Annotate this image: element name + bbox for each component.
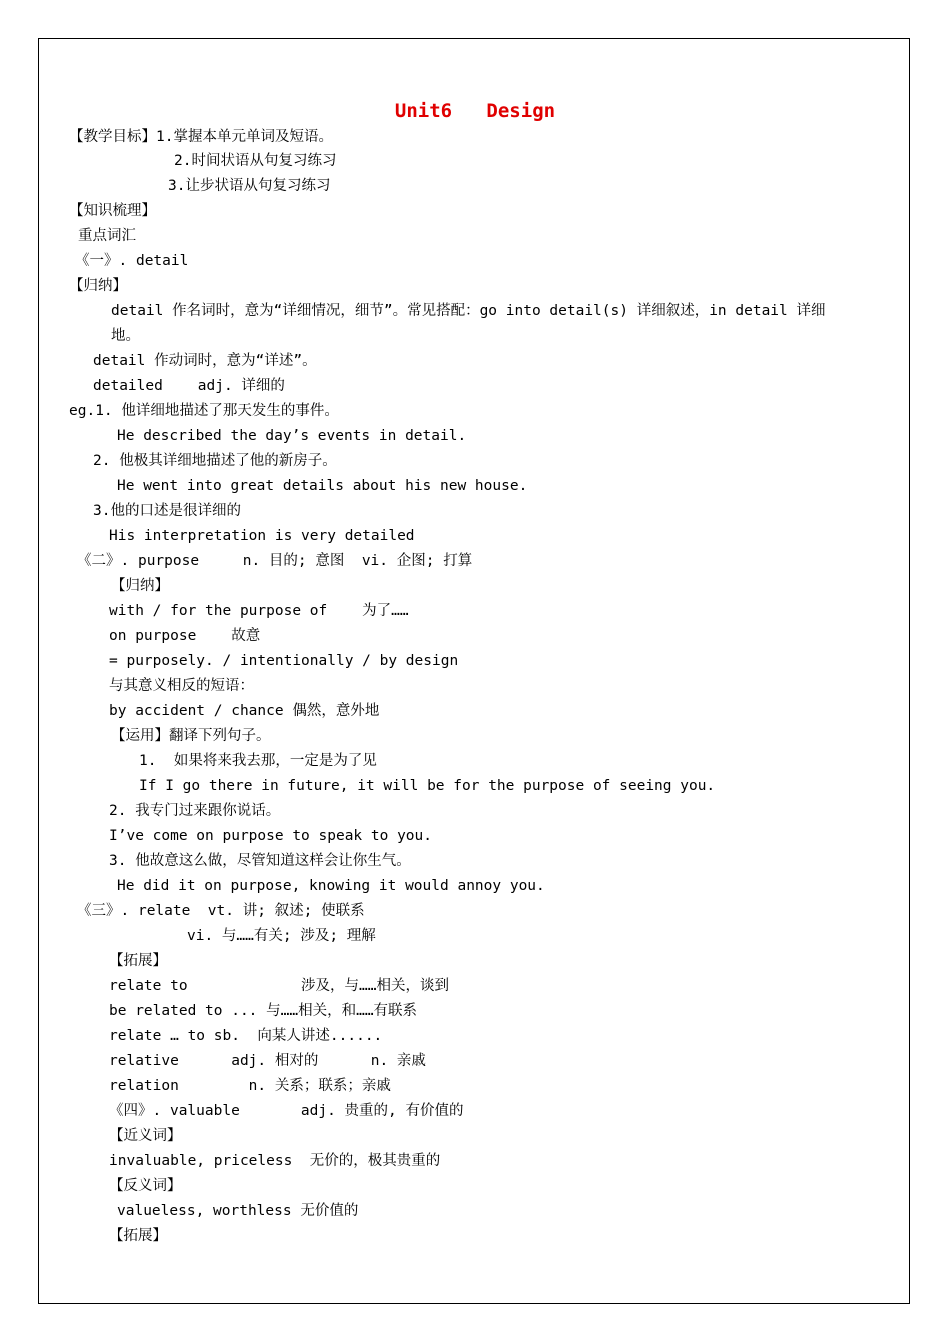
phrase-line: relative adj. 相对的 n. 亲戚 xyxy=(109,1053,426,1069)
subheading-vocabulary: 重点词汇 xyxy=(78,228,136,244)
document-title: Unit6 Design xyxy=(394,100,556,122)
phrase-line: valueless, worthless 无价值的 xyxy=(117,1203,359,1219)
practice-heading: 【运用】翻译下列句子。 xyxy=(111,728,271,744)
synonym-heading: 【近义词】 xyxy=(109,1128,182,1144)
paragraph-line: detail 作动词时，意为“详述”。 xyxy=(93,353,317,369)
entry-heading-purpose: 《二》. purpose n. 目的; 意图 vi. 企图; 打算 xyxy=(77,553,473,569)
practice-line: I’ve come on purpose to speak to you. xyxy=(109,828,433,844)
entry-heading-relate: 《三》. relate vt. 讲; 叙述; 使联系 xyxy=(77,903,365,919)
phrase-line: be related to ... 与……相关，和……有联系 xyxy=(109,1003,418,1019)
paragraph-line: detail 作名词时，意为“详细情况，细节”。常见搭配：go into detail(s) 详细叙述，in detail 详细 xyxy=(111,303,826,319)
entry-heading-detail: 《一》. detail xyxy=(75,253,189,269)
example-line: He went into great details about his new house. xyxy=(117,478,528,494)
phrase-line: 与其意义相反的短语： xyxy=(109,678,254,694)
phrase-line: by accident / chance 偶然，意外地 xyxy=(109,703,380,719)
phrase-line: = purposely. / intentionally / by design xyxy=(109,653,459,669)
example-line: 2. 他极其详细地描述了他的新房子。 xyxy=(93,453,337,469)
antonym-heading: 【反义词】 xyxy=(109,1178,182,1194)
objectives-line-2: 2.时间状语从句复习练习 xyxy=(174,153,337,169)
paragraph-line: detailed adj. 详细的 xyxy=(93,378,285,394)
practice-line: 3. 他故意这么做，尽管知道这样会让你生气。 xyxy=(109,853,411,869)
summary-heading: 【归纳】 xyxy=(69,278,127,294)
practice-line: He did it on purpose, knowing it would annoy you. xyxy=(117,878,545,894)
objectives-line-3: 3.让步状语从句复习练习 xyxy=(168,178,331,194)
phrase-line: relate … to sb. 向某人讲述...... xyxy=(109,1028,383,1044)
section-heading-knowledge: 【知识梳理】 xyxy=(69,203,156,219)
extension-heading: 【拓展】 xyxy=(109,1228,167,1244)
phrase-line: relation n. 关系；联系；亲戚 xyxy=(109,1078,391,1094)
phrase-line: on purpose 故意 xyxy=(109,628,261,644)
extension-heading: 【拓展】 xyxy=(109,953,167,969)
example-line: His interpretation is very detailed xyxy=(109,528,415,544)
paragraph-line: 地。 xyxy=(111,328,140,344)
summary-heading: 【归纳】 xyxy=(111,578,169,594)
phrase-line: with / for the purpose of 为了…… xyxy=(109,603,409,619)
entry-heading-valuable: 《四》. valuable adj. 贵重的, 有价值的 xyxy=(109,1103,464,1119)
example-line: eg.1. 他详细地描述了那天发生的事件。 xyxy=(69,403,339,419)
phrase-line: relate to 涉及，与……相关，谈到 xyxy=(109,978,450,994)
practice-line: If I go there in future, it will be for the purpose of seeing you. xyxy=(139,778,716,794)
practice-line: 2. 我专门过来跟你说话。 xyxy=(109,803,281,819)
objectives-line-1: 【教学目标】1.掌握本单元单词及短语。 xyxy=(69,129,333,145)
entry-subline: vi. 与……有关; 涉及; 理解 xyxy=(187,928,376,944)
example-line: He described the day’s events in detail. xyxy=(117,428,467,444)
practice-line: 1. 如果将来我去那，一定是为了见 xyxy=(139,753,377,769)
phrase-line: invaluable, priceless 无价的，极其贵重的 xyxy=(109,1153,441,1169)
example-line: 3.他的口述是很详细的 xyxy=(93,503,241,519)
